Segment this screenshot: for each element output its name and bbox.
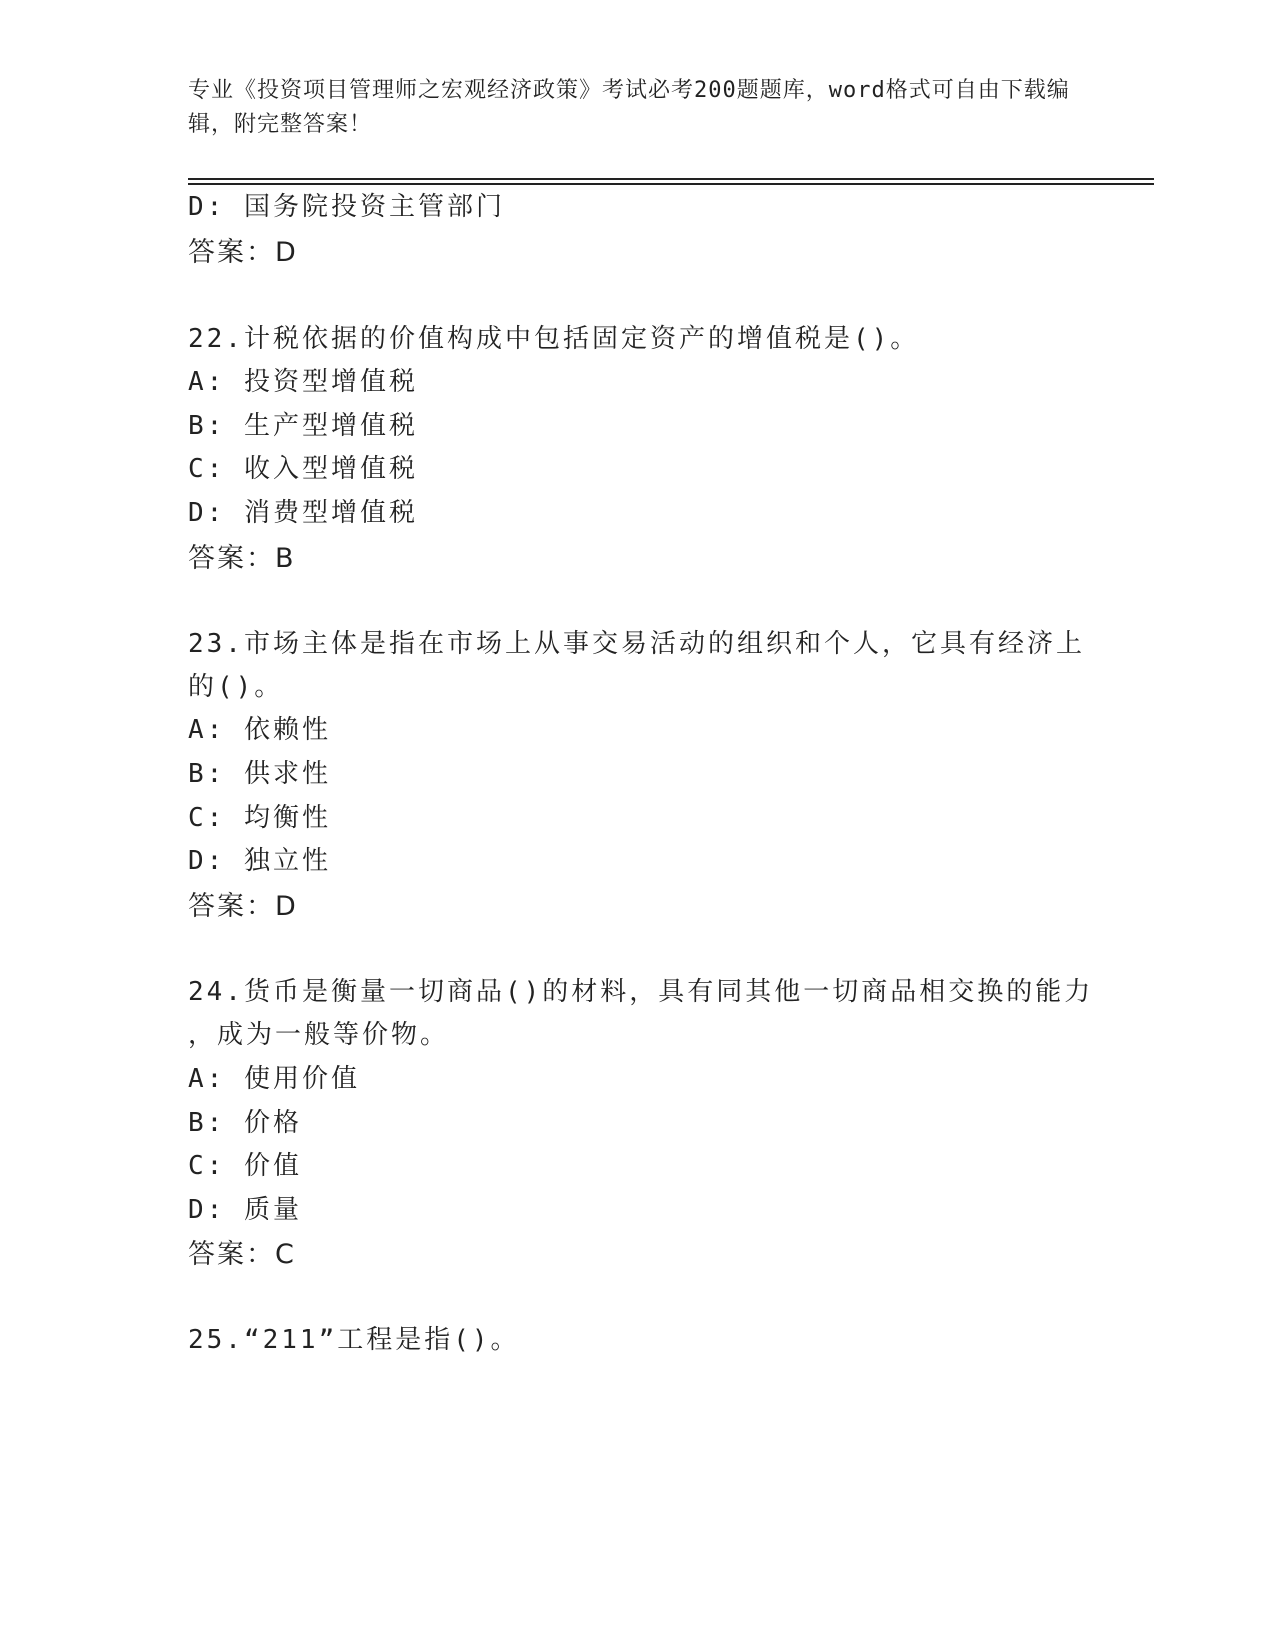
q22-option-d: D: 消费型增值税 xyxy=(188,498,418,528)
q22-option-c: C: 收入型增值税 xyxy=(188,454,418,484)
q23-stem-line1: 23.市场主体是指在市场上从事交易活动的组织和个人，它具有经济上 xyxy=(188,629,1085,659)
q23-option-a: A: 依赖性 xyxy=(188,715,331,745)
prev-option-d: D: 国务院投资主管部门 xyxy=(188,192,505,222)
q22-stem: 22.计税依据的价值构成中包括固定资产的增值税是()。 xyxy=(188,324,920,354)
prev-answer: 答案：D xyxy=(188,237,298,268)
page-header-text: 专业《投资项目管理师之宏观经济政策》考试必考200题题库，word格式可自由下载编辑，附完整答案！ xyxy=(188,78,1070,137)
q24-option-b: B: 价格 xyxy=(188,1108,302,1138)
q24-option-c: C: 价值 xyxy=(188,1151,302,1181)
q24-option-d: D: 质量 xyxy=(188,1195,302,1225)
q23-answer: 答案：D xyxy=(188,891,298,922)
q24-option-a: A: 使用价值 xyxy=(188,1064,360,1094)
q24-stem-line2: ，成为一般等价物。 xyxy=(188,1020,450,1050)
q22-option-a: A: 投资型增值税 xyxy=(188,367,418,397)
q23-stem-line2: 的()。 xyxy=(188,672,284,702)
header-divider-bottom xyxy=(188,183,1154,185)
header-divider-top xyxy=(188,178,1154,180)
q22-option-b: B: 生产型增值税 xyxy=(188,411,418,441)
q22-answer: 答案：B xyxy=(188,543,296,574)
q25-stem: 25.“211”工程是指()。 xyxy=(188,1325,520,1355)
q23-option-c: C: 均衡性 xyxy=(188,803,331,833)
q24-stem-line1: 24.货币是衡量一切商品()的材料，具有同其他一切商品相交换的能力 xyxy=(188,977,1094,1007)
q23-option-d: D: 独立性 xyxy=(188,846,331,876)
q23-option-b: B: 供求性 xyxy=(188,759,331,789)
q24-answer: 答案：C xyxy=(188,1239,296,1270)
